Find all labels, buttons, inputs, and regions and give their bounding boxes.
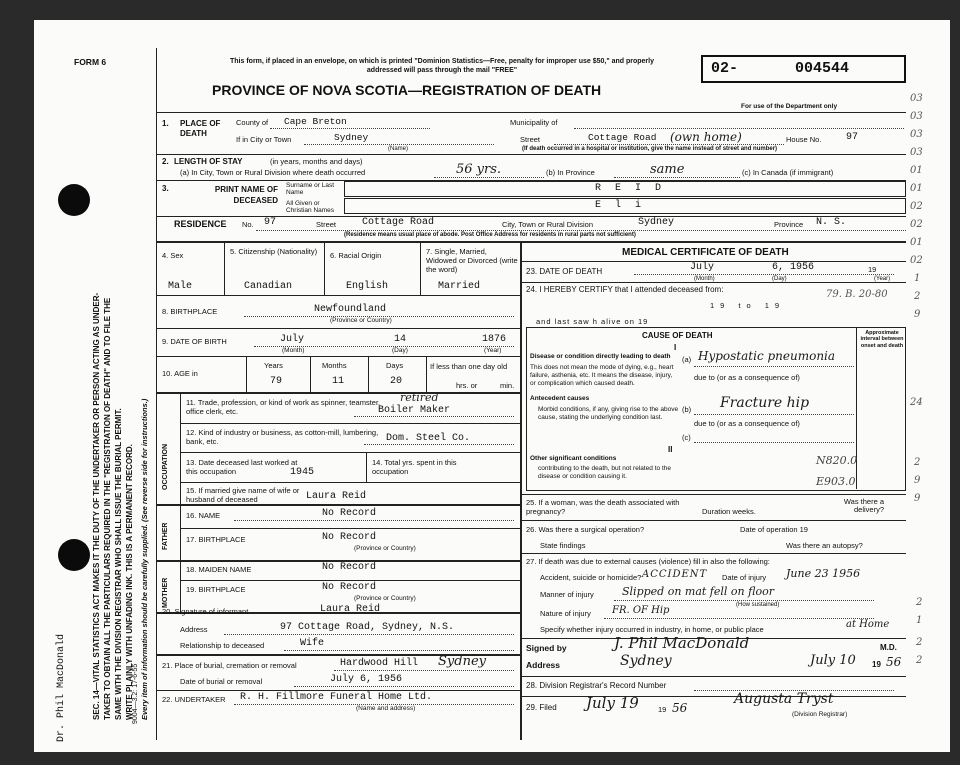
death-year-value: 1956 — [790, 262, 815, 273]
signed-year: 56 — [886, 655, 902, 669]
reg-prefix: 02- — [711, 60, 739, 77]
dob-day-value: 14 — [394, 334, 407, 345]
code-n820: N820.0 — [816, 454, 858, 467]
stay-city-value: 56 yrs. — [456, 162, 502, 177]
burial-place-handwritten: Sydney — [438, 654, 486, 669]
mother-maiden-value: No Record — [322, 562, 377, 573]
last-worked-value: 1945 — [290, 467, 315, 478]
filed-year: 56 — [672, 701, 688, 715]
mother-birthplace-value: No Record — [322, 582, 377, 593]
undertaker-value: R. H. Fillmore Funeral Home Ltd. — [240, 692, 433, 703]
doctor-side-label: Dr. Phil MacDonald — [56, 633, 67, 742]
margin-codes: 03 03 03 03 01 01 02 02 01 02 1 2 9 24 2 9 9 — [910, 93, 923, 504]
informant-address-value: 97 Cottage Road, Sydney, N.S. — [280, 622, 455, 633]
residence-number-value: 97 — [264, 217, 277, 228]
sex-value: Male — [168, 281, 193, 292]
given-names-value: E l i — [595, 200, 646, 211]
age-months-value: 11 — [332, 376, 345, 387]
retired-note-handwritten: retired — [400, 391, 439, 404]
reg-number: 004544 — [795, 60, 850, 77]
print-code: 9004—3.2: 17-6-55 — [132, 663, 139, 724]
injury-date-handwritten: June 23 1956 — [786, 567, 861, 580]
registration-number-box — [701, 55, 906, 83]
death-registration-form: FORM 6 SEC. 14—VITAL STATISTICS ACT MAKES IT THE DUTY OF THE UNDERTAKER OR PERSON ACTING AS UNDER- TAKER TO OBTAIN ALL THE PARTICULARS REQUIRED IN THE "REGISTRATION OF DEATH" AND TO FILE THE SAME WITH THE DIVISION REGISTRAR WHO SHALL ISSUE THE BURIAL PERMIT. WRITE PLAINLY WITH UNFADING INK. THIS IS A PERMANENT RECORD. Every item of information should be carefully supplied. (See reverse side for instructions.) Dr. Phil MacDonald 9004—3.2: 17-6-55 This form, if placed in an envelope, on which is printed "Dominion Statistics—Free, penalty for improper use $50," and properly addressed will pass through the mail "FREE" PROVINCE OF NOVA SCOTIA—REGISTRATION OF DEATH 02- 004544 For use of the Department only 1. PLACE OF DEATH County of Cape Breton Municipality of If in City or Town Sydney (Name) Street Cottage Road (own home) House No. 97 (If death occurred in a hospital or institution, give the name instead of street and number) 2. LENGTH OF STAY (in years, months and days) (a) In City, Town or Rural Division where death occurred 56 yrs. (b) In Province same (c) In Canada (if immigrant) 3. PRINT NAME OF DECEASED Surname or Last Name All Given or Christian Names R E I D E l i RESIDENCE No. 97 Street Cottage Road City, Town or Rural Division Sydney Province N. S. (Residence means usual place of abode. Post Office Address for residents in rural parts not sufficient) 4. Sex Male 5. Citizenship (Nationality) Canadian 6. Racial Origin English 7. Single, Married, Widowed or Divorced (write the word) Married 8. BIRTHPLACE Newfoundland (Province or Country) 9. DATE OF BIRTH July (Month) 14 (Day) 1876 (Year) 10. AGE in Years 79 Months 11 Days 20 If less than one day old hrs. or min. OCCUPATION 11. Trade, profession, or kind of work as spinner, teamster, office clerk, etc. retired Boiler Maker 12. Kind of industry or business, as cotton-mill, lumbering, bank, etc. Dom. Steel Co. 13. Date deceased last worked at this occupation 1945 14. Total yrs. spent in this occupation 15. If married give name of wife or husband of deceased Laura Reid FATHER 16. NAME No Record 17. BIRTHPLACE No Record (Province or Country) MOTHER 18. MAIDEN NAME No Record 19. BIRTHPLACE No Record (Province or Country) 20. Signature of informant Laura Reid Address 97 Cottage Road, Sydney, N.S. Relationship to deceased Wife 21. Place of burial, cremation or removal Hardwood Hill Sydney Date of burial or removal July 6, 1956 22. UNDERTAKER R. H. Fillmore Funeral Home Ltd. (Name and address) MEDICAL CERTIFICATE OF DEATH 23. DATE OF DEATH July 6, 1956 19 (Month) (Day) (Year) 24. I HEREBY CERTIFY that I attended deceased from: 19 to 19 79. B. 20-80 and last saw h alive on 19 CAUSE OF DEATH Approximate interval between onset and death I Disease or condition directly leading to death This does not mean the mode of dying, e.g., heart failure, asthenia, etc. It means the disease, injury, or complication which caused death. (a) Hypostatic pneumonia due to (or as a consequence of) Antecedent causes Morbid conditions, if any, giving rise to the above cause, stating the underlying condition last. (b) Fracture hip due to (or as a consequence of) (c) II Other significant conditions contributing to the death, but not related to the disease or condition causing it. N820.0 E903.0 25. If a woman, was the death associated with pregnancy? Duration weeks. Was there a delivery? 26. Was there a surgical operation? Date of operation 19 State findings Was there an autopsy? 27. If death was due to external causes (violence) fill in also the following: Accident, suicide or homicide? ACCIDENT Date of injury June 23 1956 Manner of injury Slipped on mat fell on floor (How sustained) Nature of injury FR. OF Hip Specify whether injury occurred in industry, in home, or public place at Home Signed by J. Phil MacDonald M.D. Address Sydney July 10 19 56 28. Division Registrar's Record Number 29. Filed July 19 19 56 Augusta Tryst (Division Registrar) 03 03 03 03 01 01 02 02 01 02 1 2 9 24 2 9 9 2 1 2 2 — [34, 20, 950, 752]
dob-year-value: 1876 — [482, 334, 507, 345]
informant-value: Laura Reid — [320, 604, 381, 615]
trade-value: Boiler Maker — [378, 405, 451, 416]
attended-handwritten: 79. B. 20-80 — [826, 289, 888, 300]
code-e903: E903.0 — [816, 475, 856, 488]
department-note: For use of the Department only — [741, 103, 838, 110]
cause-a-handwritten: Hypostatic pneumonia — [698, 349, 836, 363]
city-value: Sydney — [334, 132, 369, 143]
physician-address: Sydney — [620, 653, 672, 669]
surname-value: R E I D — [595, 183, 666, 194]
form-left-rule — [156, 48, 157, 740]
street-note-handwritten: (own home) — [670, 130, 742, 144]
postal-notice: This form, if placed in an envelope, on which is printed "Dominion Statistics—Free, penalty for improper use $50," and properly addressed will pass through the mail "FREE" — [230, 58, 654, 74]
burial-date-value: July 6, 1956 — [330, 674, 403, 685]
industry-value: Dom. Steel Co. — [386, 433, 471, 444]
binder-hole-top — [58, 184, 90, 216]
age-days-value: 20 — [390, 376, 403, 387]
spouse-value: Laura Reid — [306, 491, 367, 502]
dob-month-value: July — [280, 334, 305, 345]
medical-certificate-header: MEDICAL CERTIFICATE OF DEATH — [622, 247, 789, 258]
occupation-side-label: OCCUPATION — [162, 443, 169, 490]
surname-box — [344, 181, 906, 197]
age-years-value: 79 — [270, 376, 283, 387]
racial-origin-value: English — [346, 281, 389, 292]
residence-street-value: Cottage Road — [362, 217, 435, 228]
registrar-signature: Augusta Tryst — [734, 691, 834, 707]
filed-date: July 19 — [586, 694, 639, 712]
accident-handwritten: ACCIDENT — [642, 569, 708, 580]
manner-handwritten: Slipped on mat fell on floor — [622, 585, 774, 598]
relationship-value: Wife — [300, 638, 325, 649]
form-number: FORM 6 — [74, 57, 107, 67]
father-name-value: No Record — [322, 508, 377, 519]
specify-handwritten: at Home — [846, 619, 890, 630]
father-side-label: FATHER — [162, 522, 169, 550]
death-day-value: 6, — [772, 262, 785, 273]
physician-signature: J. Phil MacDonald — [614, 634, 750, 652]
county-value: Cape Breton — [284, 116, 347, 127]
death-month-value: July — [690, 262, 715, 273]
marital-value: Married — [438, 281, 481, 292]
street-value: Cottage Road — [588, 132, 657, 143]
nature-handwritten: FR. OF Hip — [612, 605, 670, 616]
binder-hole-bottom — [58, 539, 90, 571]
side-notice: SEC. 14—VITAL STATISTICS ACT MAKES IT THE DUTY OF THE UNDERTAKER OR PERSON ACTING AS UNDER- TAKER TO OBTAIN ALL THE PARTICULARS REQUIRED IN THE "REGISTRATION OF DEATH" AND TO FILE THE SAME WITH THE DIVISION REGISTRAR WHO SHALL ISSUE THE BURIAL PERMIT. WRITE PLAINLY WITH UNFADING INK. THIS IS A PERMANENT RECORD. Every item of information should be carefully supplied. (See reverse side for instructions.) — [92, 292, 149, 720]
signed-date: July 10 — [810, 653, 856, 668]
cause-b-handwritten: Fracture hip — [720, 395, 810, 411]
father-birthplace-value: No Record — [322, 532, 377, 543]
birthplace-value: Newfoundland — [314, 304, 387, 315]
residence-city-value: Sydney — [638, 217, 675, 228]
form-title: PROVINCE OF NOVA SCOTIA—REGISTRATION OF DEATH — [212, 82, 602, 98]
stay-province-value: same — [650, 162, 685, 177]
burial-place-value: Hardwood Hill — [340, 658, 419, 669]
house-number-value: 97 — [846, 132, 859, 143]
mother-side-label: MOTHER — [162, 577, 169, 608]
citizenship-value: Canadian — [244, 281, 293, 292]
place-of-death-label: PLACE OF DEATH — [180, 119, 221, 139]
residence-province-value: N. S. — [816, 217, 847, 228]
given-names-box — [344, 198, 906, 214]
